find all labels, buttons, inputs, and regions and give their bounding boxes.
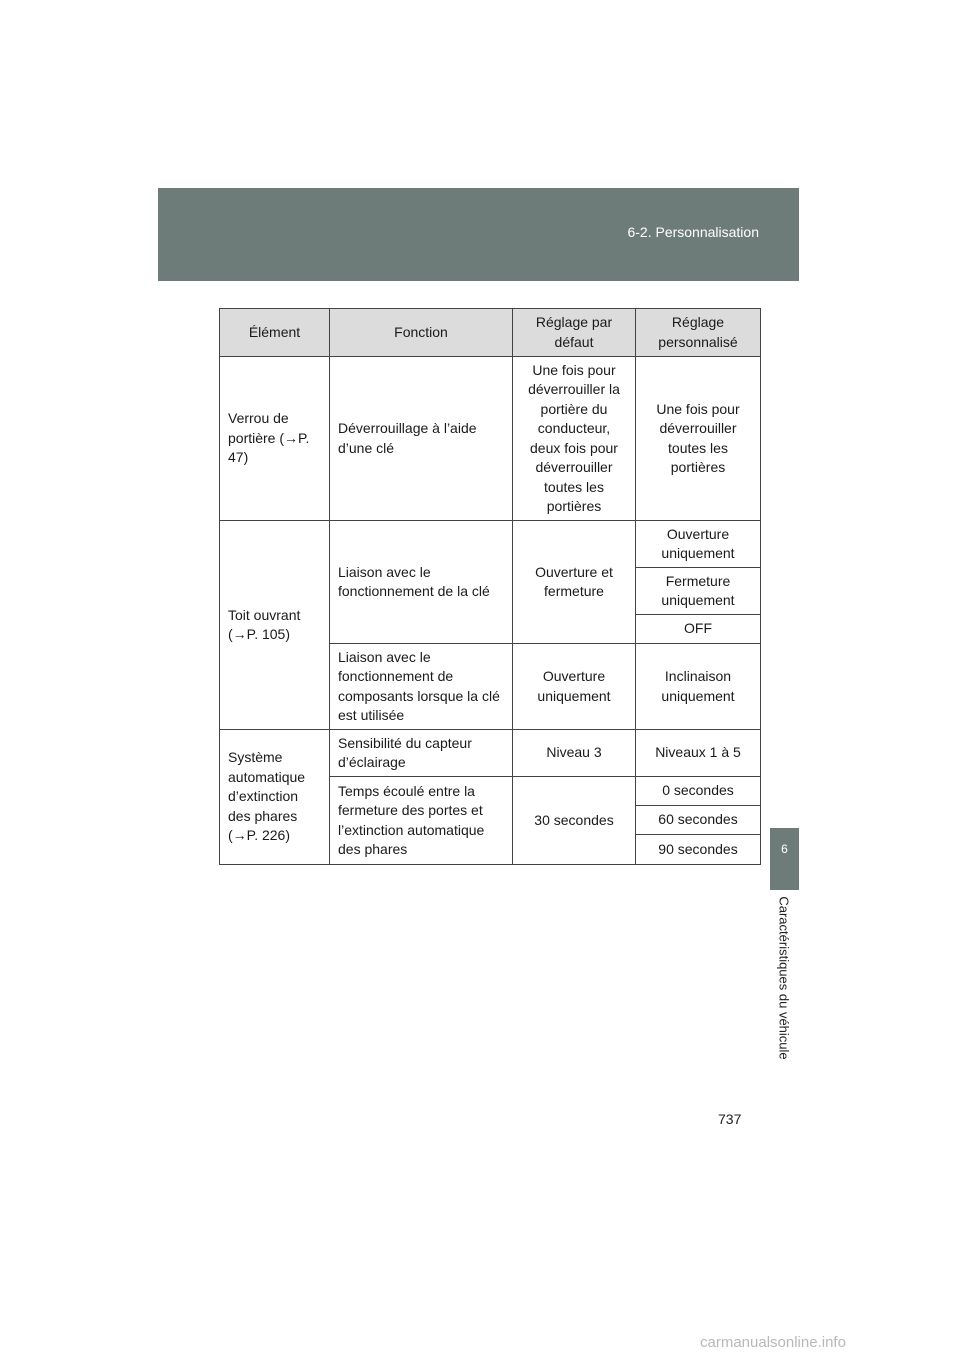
custom-sunroof-open: Ouverture uniquement xyxy=(636,521,761,568)
header-custom: Réglage personnalisé xyxy=(636,309,761,357)
chapter-tab xyxy=(770,828,799,890)
function-elapsed-time: Temps écoulé entre la fermeture des portes et l’extinction automatique des phares xyxy=(330,777,513,865)
header-element: Élément xyxy=(220,309,330,357)
custom-light-sensor: Niveaux 1 à 5 xyxy=(636,730,761,777)
custom-time-60: 60 secondes xyxy=(636,806,761,835)
page-number: 737 xyxy=(718,1111,742,1127)
custom-sunroof-close: Fermeture uniquement xyxy=(636,568,761,615)
custom-sunroof-components: Inclinaison uniquement xyxy=(636,644,761,730)
table-row xyxy=(220,521,761,568)
header-band xyxy=(158,188,799,281)
function-sunroof-key: Liaison avec le fonctionnement de la clé xyxy=(330,521,513,644)
watermark: carmanualsonline.info xyxy=(700,1334,846,1351)
default-door-lock: Une fois pour déverrouiller la portière du conducteur, deux fois pour déverrouiller toutes les portières xyxy=(513,357,636,521)
default-light-sensor: Niveau 3 xyxy=(513,730,636,777)
custom-time-90: 90 secondes xyxy=(636,835,761,865)
header-default: Réglage par défaut xyxy=(513,309,636,357)
function-key-unlock: Déverrouillage à l’aide d’une clé xyxy=(330,357,513,521)
chapter-number: 6 xyxy=(781,842,788,856)
default-sunroof-key: Ouverture et fermeture xyxy=(513,521,636,644)
item-sunroof: Toit ouvrant (→P. 105) xyxy=(220,521,330,730)
custom-sunroof-off: OFF xyxy=(636,615,761,644)
table-row xyxy=(220,357,761,521)
header-function: Fonction xyxy=(330,309,513,357)
custom-time-0: 0 secondes xyxy=(636,777,761,806)
chapter-label: Caractéristiques du véhicule xyxy=(776,896,792,1060)
function-light-sensor: Sensibilité du capteur d’éclairage xyxy=(330,730,513,777)
default-elapsed-time: 30 secondes xyxy=(513,777,636,865)
function-sunroof-components: Liaison avec le fonctionnement de composants lorsque la clé est utilisée xyxy=(330,644,513,730)
table-row xyxy=(220,730,761,777)
section-title: 6-2. Personnalisation xyxy=(627,224,759,240)
customization-table xyxy=(219,308,761,865)
item-headlights: Système automatique d’extinction des phares (→P. 226) xyxy=(220,730,330,865)
table-header-row xyxy=(220,309,761,357)
custom-door-lock: Une fois pour déverrouiller toutes les portières xyxy=(636,357,761,521)
default-sunroof-components: Ouverture uniquement xyxy=(513,644,636,730)
item-door-lock: Verrou de portière (→P. 47) xyxy=(220,357,330,521)
